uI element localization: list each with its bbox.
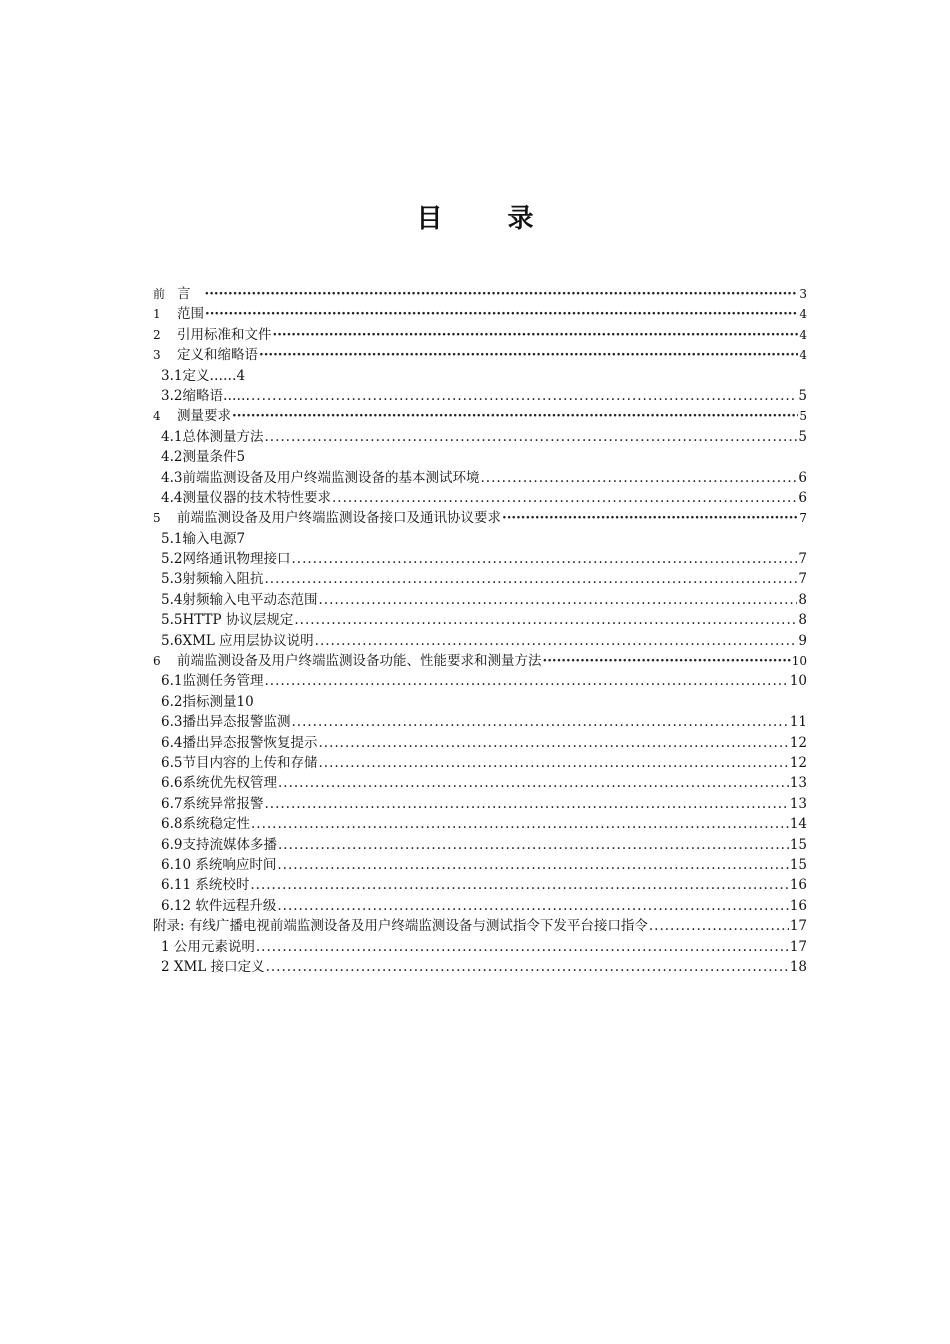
toc-entry-title: 系统稳定性 bbox=[182, 816, 250, 833]
toc-entry-title: 系统异常报警 bbox=[182, 795, 264, 812]
toc-entry-6[interactable] bbox=[153, 651, 807, 671]
toc-entry-number: 6.6 bbox=[161, 775, 183, 792]
leader-dots bbox=[205, 284, 799, 304]
toc-entry-number: 5 bbox=[153, 511, 161, 526]
toc-entry-3-2[interactable] bbox=[153, 386, 807, 406]
toc-entry-number: 4.4 bbox=[161, 489, 183, 506]
toc-entry-title: 公用元素说明 bbox=[173, 938, 255, 955]
toc-entry-2[interactable] bbox=[153, 325, 807, 345]
toc-entry-number: 3.1 bbox=[161, 367, 183, 384]
leader-dots bbox=[264, 794, 788, 814]
leader-dots bbox=[277, 855, 788, 875]
table-of-contents bbox=[153, 284, 807, 977]
leader-dots bbox=[277, 896, 788, 916]
leader-dots bbox=[278, 835, 789, 855]
leader-dots bbox=[256, 937, 789, 957]
toc-entry-6-7[interactable] bbox=[153, 794, 807, 814]
toc-entry-number: 5.6XML bbox=[161, 632, 215, 649]
toc-entry-number: 5.1 bbox=[161, 530, 183, 547]
toc-entry-title: 引用标准和文件 bbox=[177, 326, 272, 343]
toc-entry-5-5[interactable] bbox=[153, 610, 807, 630]
toc-entry-page: 5 bbox=[798, 387, 807, 404]
toc-entry-4[interactable] bbox=[153, 406, 807, 426]
toc-entry-page: 13 bbox=[789, 775, 807, 792]
toc-entry-4-3[interactable] bbox=[153, 468, 807, 488]
toc-entry-page: 4 bbox=[799, 348, 807, 363]
toc-entry-number: 4 bbox=[153, 409, 161, 424]
toc-entry-number: 6 bbox=[153, 654, 161, 669]
toc-entry-page: 17 bbox=[789, 918, 807, 935]
leader-dots bbox=[251, 386, 797, 406]
toc-entry-number: 6.9 bbox=[161, 836, 183, 853]
toc-entry-title: 软件远程升级 bbox=[195, 897, 277, 914]
toc-entry-number: 4.1 bbox=[161, 428, 183, 445]
leader-dots bbox=[264, 671, 788, 691]
toc-entry-number: 5.3 bbox=[161, 571, 183, 588]
leader-dots bbox=[294, 610, 797, 630]
toc-entry-number: 5.2 bbox=[161, 551, 183, 568]
leader-dots bbox=[332, 488, 797, 508]
toc-entry-6-11[interactable] bbox=[153, 875, 807, 895]
toc-entry-title: 系统响应时间 bbox=[195, 856, 277, 873]
toc-entry-6-2[interactable] bbox=[153, 692, 807, 712]
toc-entry-title: 指标测量10 bbox=[182, 693, 254, 710]
toc-entry-title: 射频输入电平动态范围 bbox=[182, 591, 318, 608]
toc-entry-number: 2 bbox=[153, 327, 161, 342]
toc-entry-1[interactable] bbox=[153, 304, 807, 324]
leader-dots bbox=[250, 875, 788, 895]
leader-dots bbox=[649, 916, 789, 936]
toc-entry-title: 范围 bbox=[177, 306, 204, 323]
toc-entry-page: 16 bbox=[789, 897, 807, 914]
toc-entry-title: 监测任务管理 bbox=[182, 673, 264, 690]
toc-entry-number: 5.5HTTP bbox=[161, 612, 222, 629]
toc-entry-page: 4 bbox=[799, 327, 807, 342]
toc-entry-6-6[interactable] bbox=[153, 773, 807, 793]
toc-entry-6-4[interactable] bbox=[153, 733, 807, 753]
toc-entry-page: 12 bbox=[789, 754, 807, 771]
leader-dots bbox=[273, 325, 799, 345]
toc-entry-5-2[interactable] bbox=[153, 549, 807, 569]
toc-entry-6-12[interactable] bbox=[153, 896, 807, 916]
toc-entry-number: 6.7 bbox=[161, 795, 183, 812]
leader-dots bbox=[543, 651, 791, 671]
toc-entry-page: 16 bbox=[789, 877, 807, 894]
toc-entry-number: 4.2 bbox=[161, 449, 183, 466]
toc-entry-page: 8 bbox=[798, 591, 807, 608]
toc-entry-6-5[interactable] bbox=[153, 753, 807, 773]
toc-entry-6-10[interactable] bbox=[153, 855, 807, 875]
toc-entry-title: 射频输入阻抗 bbox=[182, 571, 264, 588]
toc-entry-number: 6.12 bbox=[161, 897, 192, 914]
toc-entry-title: 前端监测设备及用户终端监测设备功能、性能要求和测量方法 bbox=[177, 653, 542, 670]
toc-entry-number: 6.5 bbox=[161, 754, 183, 771]
toc-entry-page: 14 bbox=[789, 816, 807, 833]
leader-dots bbox=[251, 814, 789, 834]
toc-entry-number: 6.8 bbox=[161, 816, 183, 833]
toc-entry-page: 12 bbox=[789, 734, 807, 751]
leader-dots bbox=[318, 753, 788, 773]
toc-entry-page: 10 bbox=[789, 673, 807, 690]
toc-entry-4-1[interactable] bbox=[153, 427, 807, 447]
toc-entry-title: 缩略语…… bbox=[182, 387, 250, 404]
toc-entry-title: 输入电源7 bbox=[182, 530, 246, 547]
toc-entry-number: 2 XML bbox=[161, 958, 207, 975]
toc-entry-page: 6 bbox=[798, 489, 807, 506]
toc-entry-title: 节目内容的上传和存储 bbox=[182, 754, 318, 771]
toc-entry-title: 定义……4 bbox=[182, 367, 246, 384]
leader-dots bbox=[502, 508, 798, 528]
toc-entry-page: 11 bbox=[789, 714, 807, 731]
toc-entry-5-3[interactable] bbox=[153, 569, 807, 589]
leader-dots bbox=[259, 345, 798, 365]
toc-entry-page: 3 bbox=[799, 287, 807, 301]
toc-entry-page: 15 bbox=[789, 856, 807, 873]
toc-entry-3-1[interactable] bbox=[153, 366, 807, 386]
toc-entry-title: 播出异态报警恢复提示 bbox=[182, 734, 318, 751]
toc-entry-number: 6.3 bbox=[161, 714, 183, 731]
toc-entry-title: 前端监测设备及用户终端监测设备接口及通讯协议要求 bbox=[177, 510, 501, 527]
toc-entry-number: 1 bbox=[153, 307, 161, 322]
toc-entry-title: 测量要求 bbox=[177, 408, 231, 425]
toc-entry-title: 言 bbox=[177, 286, 204, 302]
toc-entry-number: 6.2 bbox=[161, 693, 183, 710]
toc-entry-number: 6.10 bbox=[161, 856, 192, 873]
toc-entry-6-9[interactable] bbox=[153, 835, 807, 855]
toc-entry-page: 4 bbox=[799, 307, 807, 322]
toc-entry-page: 15 bbox=[789, 836, 807, 853]
toc-entry-number: 3.2 bbox=[161, 387, 183, 404]
toc-entry-title: 测量条件5 bbox=[182, 449, 246, 466]
toc-entry-number: 6.11 bbox=[161, 877, 192, 894]
toc-entry-title: 有线广播电视前端监测设备及用户终端监测设备与测试指令下发平台接口指令 bbox=[188, 918, 648, 935]
leader-dots bbox=[264, 427, 797, 447]
toc-entry-number: 附录: bbox=[153, 918, 185, 935]
leader-dots bbox=[266, 957, 789, 977]
toc-entry-preface[interactable] bbox=[153, 284, 807, 304]
toc-entry-6-1[interactable] bbox=[153, 671, 807, 691]
leader-dots bbox=[315, 631, 798, 651]
toc-entry-appendix-1[interactable] bbox=[153, 937, 807, 957]
toc-entry-6-3[interactable] bbox=[153, 712, 807, 732]
leader-dots bbox=[480, 468, 797, 488]
toc-entry-3[interactable] bbox=[153, 345, 807, 365]
toc-entry-page: 6 bbox=[798, 469, 807, 486]
toc-entry-number: 前 bbox=[153, 287, 166, 301]
toc-entry-4-4[interactable] bbox=[153, 488, 807, 508]
toc-entry-title: 系统优先权管理 bbox=[182, 775, 277, 792]
toc-entry-title: 测量仪器的技术特性要求 bbox=[182, 489, 331, 506]
toc-entry-5[interactable] bbox=[153, 508, 807, 528]
leader-dots bbox=[278, 773, 789, 793]
leader-dots bbox=[205, 304, 798, 324]
toc-entry-page: 17 bbox=[789, 938, 807, 955]
toc-entry-appendix[interactable] bbox=[153, 916, 807, 936]
toc-entry-page: 7 bbox=[799, 511, 807, 526]
toc-entry-number: 6.4 bbox=[161, 734, 183, 751]
leader-dots bbox=[264, 569, 797, 589]
toc-entry-title: 前端监测设备及用户终端监测设备的基本测试环境 bbox=[182, 469, 480, 486]
toc-entry-page: 18 bbox=[789, 958, 807, 975]
toc-entry-title: 播出异态报警监测 bbox=[182, 714, 291, 731]
toc-entry-title: 定义和缩略语 bbox=[177, 347, 258, 364]
leader-dots bbox=[318, 733, 788, 753]
page-title: 目 录 bbox=[416, 204, 562, 234]
toc-entry-5-6[interactable] bbox=[153, 631, 807, 651]
toc-entry-title: 系统校时 bbox=[195, 877, 250, 894]
toc-entry-number: 3 bbox=[153, 348, 161, 363]
toc-entry-appendix-2[interactable] bbox=[153, 957, 807, 977]
toc-entry-page: 7 bbox=[798, 551, 807, 568]
toc-entry-page: 8 bbox=[798, 612, 807, 629]
leader-dots bbox=[318, 590, 797, 610]
toc-entry-title: 网络通讯物理接口 bbox=[182, 551, 291, 568]
toc-entry-6-8[interactable] bbox=[153, 814, 807, 834]
toc-entry-page: 9 bbox=[798, 632, 807, 649]
toc-entry-page: 7 bbox=[798, 571, 807, 588]
toc-entry-5-4[interactable] bbox=[153, 590, 807, 610]
toc-entry-title: 支持流媒体多播 bbox=[182, 836, 277, 853]
toc-entry-page: 5 bbox=[798, 428, 807, 445]
toc-entry-number: 1 bbox=[161, 938, 170, 955]
toc-entry-5-1[interactable] bbox=[153, 529, 807, 549]
leader-dots bbox=[291, 549, 797, 569]
toc-entry-4-2[interactable] bbox=[153, 447, 807, 467]
toc-entry-title: 协议层规定 bbox=[225, 612, 294, 629]
toc-entry-number: 6.1 bbox=[161, 673, 183, 690]
toc-entry-number: 5.4 bbox=[161, 591, 183, 608]
toc-entry-title: 应用层协议说明 bbox=[219, 632, 314, 649]
toc-entry-page: 10 bbox=[791, 654, 807, 669]
toc-entry-number: 4.3 bbox=[161, 469, 183, 486]
toc-entry-page: 5 bbox=[799, 409, 807, 424]
leader-dots bbox=[291, 712, 788, 732]
toc-entry-title: 接口定义 bbox=[210, 958, 265, 975]
toc-entry-title: 总体测量方法 bbox=[182, 428, 264, 445]
leader-dots bbox=[232, 406, 798, 426]
toc-entry-page: 13 bbox=[789, 795, 807, 812]
